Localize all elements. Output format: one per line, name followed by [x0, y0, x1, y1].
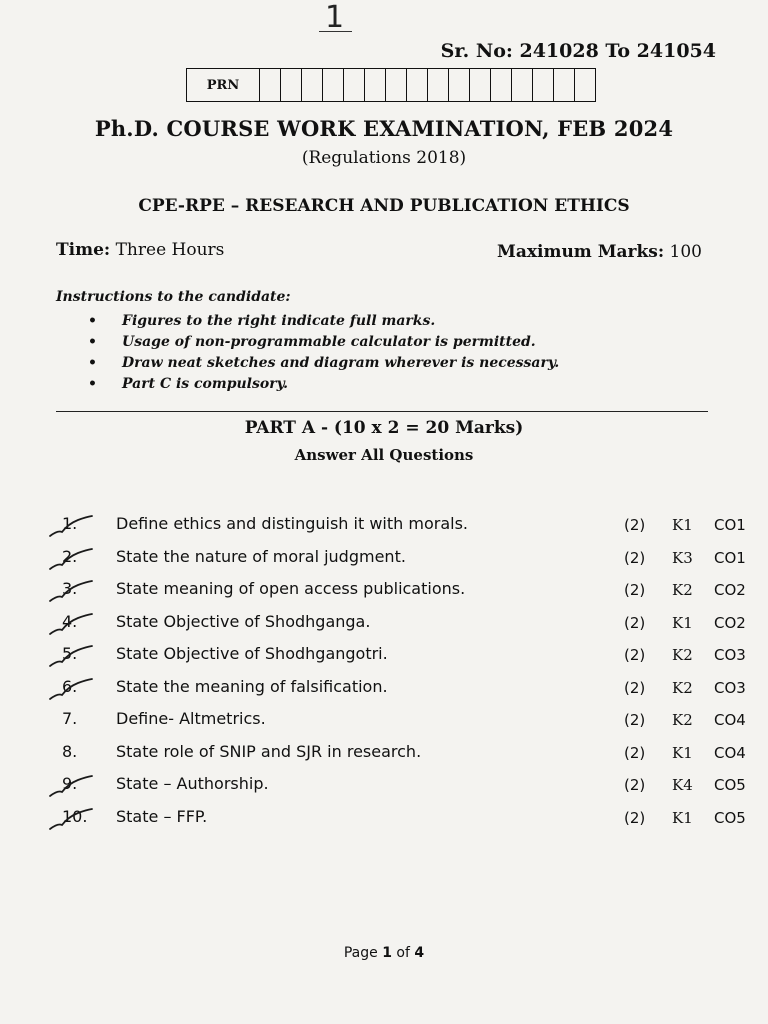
prn-cell	[260, 69, 281, 101]
instruction-item: • Draw neat sketches and diagram wherever is necessary.	[88, 353, 559, 374]
marks-label: Maximum Marks:	[497, 242, 665, 262]
question-text: State the nature of moral judgment.	[116, 546, 406, 566]
pen-tick-mark-icon	[48, 579, 94, 605]
marks-value: 100	[669, 242, 702, 262]
question-marks: (2)	[624, 678, 646, 697]
prn-cell	[470, 69, 491, 101]
instruction-item: • Part C is compulsory.	[88, 374, 559, 395]
question-course-outcome: CO1	[714, 516, 746, 534]
question-number: 10.	[62, 806, 88, 826]
prn-cell	[386, 69, 407, 101]
prn-cell	[554, 69, 575, 101]
page-label: Page	[343, 945, 378, 961]
time-value: Three Hours	[115, 240, 225, 260]
question-knowledge-level: K2	[672, 646, 693, 664]
question-text: State Objective of Shodhganga.	[116, 611, 371, 631]
question-text: State role of SNIP and SJR in research.	[116, 741, 422, 761]
question-text: State meaning of open access publications.	[116, 579, 466, 598]
page-current: 1	[382, 945, 392, 961]
pen-tick-mark-icon	[48, 547, 94, 573]
question-course-outcome: CO4	[714, 743, 746, 762]
question-knowledge-level: K1	[672, 808, 693, 827]
question-row	[0, 575, 768, 608]
question-row	[0, 738, 768, 771]
exam-title: Ph.D. COURSE WORK EXAMINATION, FEB 2024	[94, 116, 674, 141]
serial-number: Sr. No: 241028 To 241054	[440, 40, 716, 62]
divider	[56, 411, 708, 412]
question-row	[0, 673, 768, 706]
question-course-outcome: CO3	[714, 678, 746, 697]
question-row	[0, 803, 768, 836]
question-text: Define ethics and distinguish it with morals.	[116, 514, 468, 533]
question-marks: (2)	[624, 646, 646, 664]
question-list	[0, 510, 768, 835]
question-number: 1.	[62, 514, 78, 533]
exam-time	[56, 240, 224, 260]
part-a-heading: PART A - (10 x 2 = 20 Marks)	[244, 418, 524, 438]
question-number: 5.	[62, 644, 78, 663]
part-a-subheading: Answer All Questions	[294, 446, 474, 464]
question-text: State – FFP.	[116, 806, 208, 826]
pen-tick-mark-icon	[48, 514, 94, 540]
prn-box	[186, 68, 596, 102]
prn-cell	[302, 69, 323, 101]
question-knowledge-level: K2	[672, 581, 693, 599]
question-marks: (2)	[624, 548, 646, 567]
question-course-outcome: CO4	[714, 711, 746, 729]
question-knowledge-level: K3	[672, 548, 693, 567]
exam-max-marks	[497, 242, 702, 262]
question-row	[0, 543, 768, 576]
prn-cell	[449, 69, 470, 101]
question-marks: (2)	[624, 776, 646, 794]
prn-cell	[365, 69, 386, 101]
pen-tick-mark-icon	[48, 677, 94, 703]
question-marks: (2)	[624, 711, 646, 729]
prn-cell	[281, 69, 302, 101]
prn-cell	[344, 69, 365, 101]
prn-cell	[533, 69, 554, 101]
question-row	[0, 608, 768, 641]
question-number: 6.	[62, 676, 78, 696]
instructions-heading: Instructions to the candidate:	[56, 289, 291, 305]
prn-label: PRN	[187, 69, 260, 101]
question-number: 8.	[62, 741, 78, 761]
question-course-outcome: CO2	[714, 613, 746, 632]
handwritten-page-mark: 1	[325, 0, 345, 35]
question-marks: (2)	[624, 581, 646, 599]
pen-tick-mark-icon	[48, 612, 94, 638]
question-number: 2.	[62, 546, 78, 566]
question-marks: (2)	[624, 808, 646, 827]
question-knowledge-level: K1	[672, 516, 693, 534]
question-number: 7.	[62, 709, 78, 728]
question-marks: (2)	[624, 743, 646, 762]
question-row	[0, 510, 768, 543]
question-marks: (2)	[624, 613, 646, 632]
question-number: 3.	[62, 579, 78, 598]
question-row	[0, 770, 768, 803]
question-marks: (2)	[624, 516, 646, 534]
prn-cell	[407, 69, 428, 101]
question-course-outcome: CO5	[714, 808, 746, 827]
question-knowledge-level: K1	[672, 743, 693, 762]
question-text: State the meaning of falsification.	[116, 676, 388, 696]
question-knowledge-level: K2	[672, 711, 693, 729]
question-text: Define- Altmetrics.	[116, 709, 266, 728]
question-text: State Objective of Shodhgangotri.	[116, 644, 388, 663]
prn-cell	[512, 69, 533, 101]
prn-cell	[428, 69, 449, 101]
prn-cell	[323, 69, 344, 101]
question-knowledge-level: K1	[672, 613, 693, 632]
page-of: of	[396, 945, 410, 961]
prn-cell	[491, 69, 512, 101]
question-text: State – Authorship.	[116, 774, 269, 793]
exam-regulations: (Regulations 2018)	[301, 148, 467, 168]
question-course-outcome: CO2	[714, 581, 746, 599]
prn-cell	[575, 69, 595, 101]
question-knowledge-level: K2	[672, 678, 693, 697]
question-course-outcome: CO5	[714, 776, 746, 794]
question-knowledge-level: K4	[672, 776, 693, 794]
instruction-item: • Figures to the right indicate full marks.	[88, 311, 559, 332]
question-row	[0, 705, 768, 738]
pen-tick-mark-icon	[48, 807, 94, 833]
exam-subject: CPE-RPE – RESEARCH AND PUBLICATION ETHICS	[138, 196, 630, 216]
question-number: 9.	[62, 774, 78, 793]
instruction-item: • Usage of non-programmable calculator is permitted.	[88, 332, 559, 353]
instructions-list	[88, 311, 559, 395]
question-number: 4.	[62, 611, 78, 631]
question-row	[0, 640, 768, 673]
page-total: 4	[414, 945, 425, 961]
pen-tick-mark-icon	[48, 644, 94, 670]
question-course-outcome: CO3	[714, 646, 746, 664]
time-label: Time:	[56, 240, 111, 260]
page-number	[0, 945, 768, 961]
question-course-outcome: CO1	[714, 548, 746, 567]
pen-tick-mark-icon	[48, 774, 94, 800]
